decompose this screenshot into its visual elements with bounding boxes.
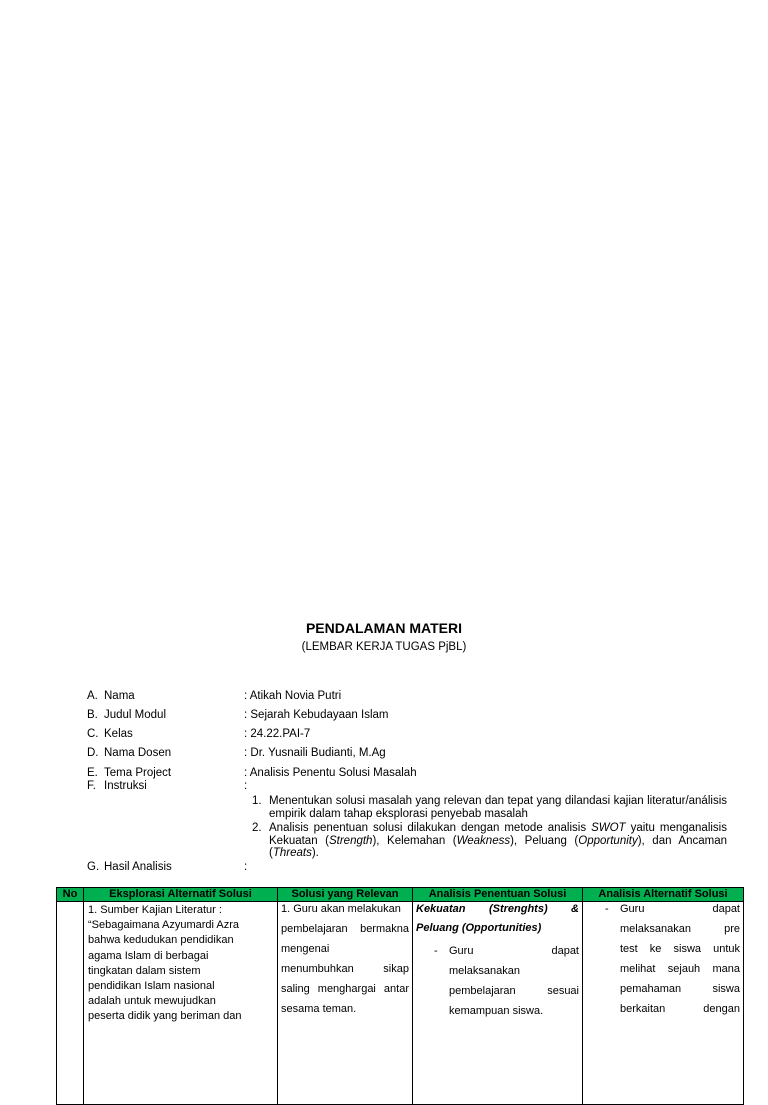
document-subtitle: (LEMBAR KERJA TUGAS PjBL) <box>301 641 467 653</box>
header-solusi: Solusi yang Relevan <box>278 888 413 902</box>
cell-line: pendidikan Islam nasional <box>88 980 215 993</box>
info-label: Tema Project <box>104 767 172 779</box>
info-row-judul-modul <box>0 708 768 722</box>
info-label: Hasil Analisis <box>104 861 172 873</box>
header-analisis-penentuan: Analisis Penentuan Solusi <box>413 888 583 902</box>
cell-line: saling menghargai antar <box>281 983 409 995</box>
cell-heading: Peluang (Opportunities) <box>416 922 542 934</box>
bullet-item <box>586 899 740 1019</box>
cell-line: pembelajaran sesuai <box>449 985 579 997</box>
instruction-emphasis: Strength <box>328 834 373 847</box>
info-row-hasil-analisis <box>0 860 768 874</box>
info-row-nama-dosen <box>0 746 768 760</box>
cell-no <box>57 902 84 1105</box>
instruction-text: yaitu menganalisis Kekuatan ( <box>269 822 727 847</box>
info-row-kelas <box>0 727 768 741</box>
info-row-nama <box>0 689 768 703</box>
info-letter: F. <box>87 780 96 792</box>
cell-line: peserta didik yang beriman dan <box>88 1010 242 1023</box>
instruction-emphasis: Opportunity <box>578 834 638 847</box>
cell-line: melaksanakan <box>449 965 520 977</box>
document-title: PENDALAMAN MATERI <box>305 620 463 636</box>
cell-analisis-penentuan <box>413 902 583 1105</box>
cell-line: “Sebagaimana Azyumardi Azra <box>88 919 240 932</box>
cell-line: 1. Sumber Kajian Literatur : <box>88 904 222 916</box>
info-letter: G. <box>87 861 100 873</box>
info-label: Kelas <box>104 728 133 740</box>
info-value: : Sejarah Kebudayaan Islam <box>244 709 389 721</box>
cell-line: test ke siswa untuk <box>620 943 740 955</box>
instruction-emphasis: Threats <box>272 847 312 859</box>
instruction-item <box>252 795 727 820</box>
cell-line: mengenai <box>281 943 330 955</box>
info-value: : 24.22.PAI-7 <box>244 728 311 740</box>
dash-bullet: - <box>605 903 609 915</box>
bullet-item <box>416 941 579 1021</box>
cell-line: 1. Guru akan melakukan <box>281 903 401 915</box>
cell-line: Guru dapat <box>620 903 740 915</box>
info-letter: E. <box>87 767 98 779</box>
info-value: : Dr. Yusnaili Budianti, M.Ag <box>244 747 386 759</box>
instruction-text: ), dan Ancaman ( <box>269 834 727 859</box>
cell-analisis-alternatif <box>583 902 744 1105</box>
cell-line: adalah untuk mewujudkan <box>88 995 216 1008</box>
cell-line: menumbuhkan sikap <box>281 963 409 975</box>
instruction-emphasis: SWOT <box>591 822 626 834</box>
cell-line: bahwa kedudukan pendidikan <box>88 934 234 947</box>
info-letter: D. <box>87 747 99 759</box>
analysis-table <box>56 887 744 1105</box>
cell-line: agama Islam di berbagai <box>88 949 209 962</box>
header-eksplorasi: Eksplorasi Alternatif Solusi <box>84 888 278 902</box>
info-letter: A. <box>87 690 98 702</box>
cell-line: berkaitan dengan <box>620 1003 740 1015</box>
cell-line: kemampuan siswa. <box>449 1005 544 1017</box>
info-value: : Atikah Novia Putri <box>244 690 342 702</box>
instruction-emphasis: Weakness <box>456 834 511 847</box>
cell-line: melihat sejauh mana <box>620 963 740 975</box>
info-letter: C. <box>87 728 99 740</box>
info-letter: B. <box>87 709 98 721</box>
cell-eksplorasi <box>84 902 278 1105</box>
cell-line: sesama teman. <box>281 1003 357 1015</box>
info-label: Nama <box>104 690 135 702</box>
header-analisis-alternatif: Analisis Alternatif Solusi <box>583 888 744 902</box>
dash-bullet: - <box>434 945 438 957</box>
info-label: Judul Modul <box>104 709 167 721</box>
instruction-number: 2. <box>252 822 262 834</box>
info-label: Nama Dosen <box>104 747 172 759</box>
info-value: : <box>244 780 248 792</box>
cell-solusi <box>278 902 413 1105</box>
info-label: Instruksi <box>104 780 147 792</box>
cell-line: tingkatan dalam sistem <box>88 964 201 977</box>
instruction-text: ), Peluang ( <box>510 834 579 847</box>
cell-heading: Kekuatan (Strenghts) & <box>416 903 579 915</box>
info-value: : <box>244 861 248 873</box>
cell-line: pemahaman siswa <box>620 983 740 995</box>
instruction-list <box>252 795 727 862</box>
cell-line: Guru dapat <box>449 945 579 957</box>
header-no: No <box>57 888 84 902</box>
table-row <box>57 902 744 1105</box>
info-row-instruksi <box>0 779 768 793</box>
cell-line: melaksanakan pre <box>620 923 740 935</box>
instruction-text: Analisis penentuan solusi dilakukan dengan metode analisis <box>269 822 592 834</box>
instruction-text: ). <box>311 847 319 859</box>
info-row-tema-project <box>0 766 768 780</box>
instruction-text: Menentukan solusi masalah yang relevan dan tepat yang dilandasi kajian literatur/análisis empirik dalam tahap eksplorasi penyebab masalah <box>269 795 727 820</box>
info-value: : Analisis Penentu Solusi Masalah <box>244 767 417 779</box>
instruction-text: ), Kelemahan ( <box>372 834 457 847</box>
instruction-item <box>252 822 727 860</box>
instruction-number: 1. <box>252 795 262 807</box>
cell-line: pembelajaran bermakna <box>281 923 409 935</box>
